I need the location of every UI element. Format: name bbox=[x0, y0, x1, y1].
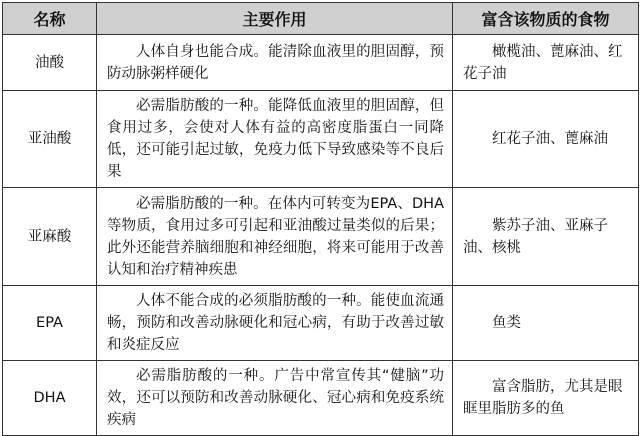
header-name: 名称 bbox=[3, 3, 97, 35]
cell-name: EPA bbox=[3, 286, 97, 361]
header-foods: 富含该物质的食物 bbox=[453, 3, 639, 35]
cell-function: 人体不能合成的必须脂肪酸的一种。能使血流通畅，预防和改善动脉硬化和冠心病，有助于改善过敏和炎症反应 bbox=[97, 286, 453, 361]
cell-foods: 紫苏子油、亚麻子油、核桃 bbox=[453, 188, 639, 286]
fatty-acid-table bbox=[2, 2, 639, 436]
cell-function: 必需脂肪酸的一种。能降低血液里的胆固醇，但食用过多，会使对人体有益的高密度脂蛋白一同降低，还可能引起过敏，免疫力低下导致感染等不良后果 bbox=[97, 91, 453, 188]
cell-name: DHA bbox=[3, 361, 97, 436]
cell-function: 人体自身也能合成。能清除血液里的胆固醇，预防动脉粥样硬化 bbox=[97, 35, 453, 91]
table-row bbox=[3, 286, 639, 361]
cell-name: 亚油酸 bbox=[3, 91, 97, 188]
table-row bbox=[3, 91, 639, 188]
table-row bbox=[3, 361, 639, 436]
cell-function: 必需脂肪酸的一种。在体内可转变为EPA、DHA等物质，食用过多可引起和亚油酸过量类似的后果；此外还能营养脑细胞和神经细胞，将来可能用于改善认知和治疗精神疾患 bbox=[97, 188, 453, 286]
table-row bbox=[3, 188, 639, 286]
cell-foods: 橄榄油、蓖麻油、红花子油 bbox=[453, 35, 639, 91]
cell-function: 必需脂肪酸的一种。广告中常宣传其“健脑”功效，还可以预防和改善动脉硬化、冠心病和免疫系统疾病 bbox=[97, 361, 453, 436]
table-header-row bbox=[3, 3, 639, 35]
cell-foods: 红花子油、蓖麻油 bbox=[453, 91, 639, 188]
table-row bbox=[3, 35, 639, 91]
cell-name: 亚麻酸 bbox=[3, 188, 97, 286]
header-function: 主要作用 bbox=[97, 3, 453, 35]
cell-foods: 鱼类 bbox=[453, 286, 639, 361]
cell-foods: 富含脂肪，尤其是眼眶里脂肪多的鱼 bbox=[453, 361, 639, 436]
cell-name: 油酸 bbox=[3, 35, 97, 91]
